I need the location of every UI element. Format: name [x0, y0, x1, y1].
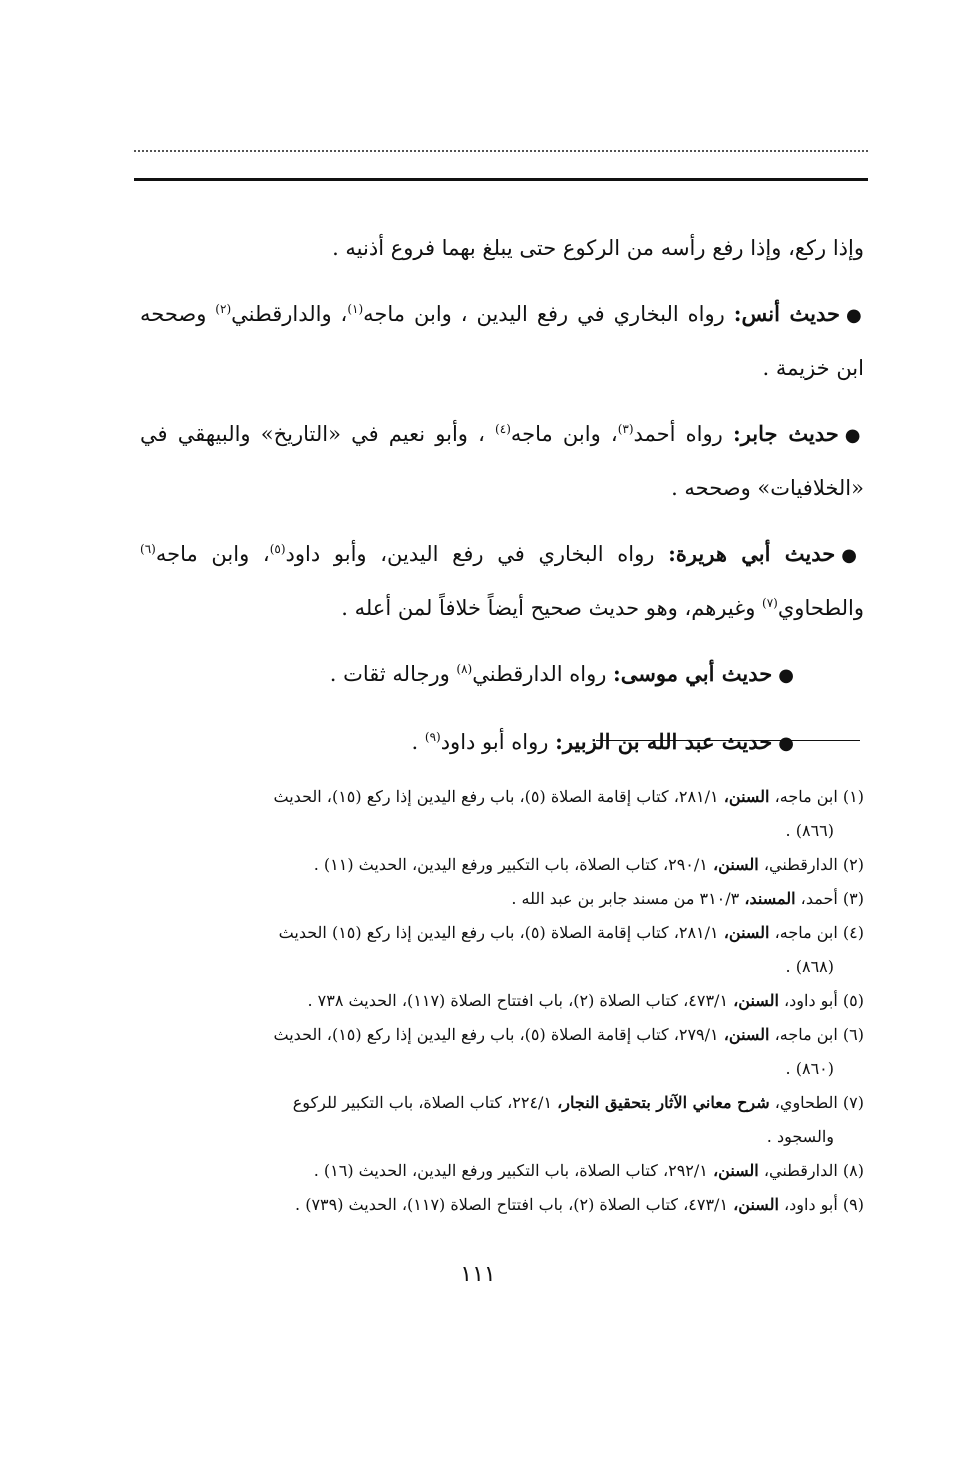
main-text — [140, 222, 864, 770]
footnote-5: (٥) أبو داود، السنن، ٤٧٣/١، كتاب الصلاة (٢)، باب افتتاح الصلاة (١١٧)، الحديث ٧٣٨ . — [307, 991, 864, 1010]
hadith-term: حديث أنس: — [733, 301, 840, 326]
bullet-icon: ● — [841, 545, 864, 566]
footnote-6: (٦) ابن ماجه، السنن، ٢٧٩/١، كتاب إقامة الصلاة (٥)، باب رفع اليدين إذا ركع (١٥)، الحديث (٨٦٠) . — [273, 1025, 864, 1078]
hadith-abu-musa-paragraph: ●حديث أبي موسى: رواه الدارقطني$^{(٨)}$ ورجاله ثقات . — [329, 661, 794, 686]
hadith-jabir-paragraph: ●حديث جابر: رواه أحمد$^{(٣)}$، وابن ماجه$^{(٤)}$ ، وأبو نعيم في «التاريخ» والبيهقي في «الخلافيات» وصححه . — [140, 421, 864, 500]
hadith-ibn-zubayr-paragraph: ●حديث عبد الله بن الزبير: رواه أبو داود$^{(٩)}$ . — [411, 729, 794, 754]
footnote-ref[interactable]: (١) — [347, 302, 364, 316]
footnote-ref[interactable]: (٦) — [140, 542, 156, 556]
footnote-ref[interactable]: (٩) — [424, 730, 441, 744]
footnote-ref[interactable]: (٧) — [762, 596, 778, 610]
intro-paragraph: وإذا ركع، وإذا رفع رأسه من الركوع حتى يبلغ بهما فروع أذنيه . — [332, 236, 864, 260]
hadith-abu-hurayra-paragraph: ●حديث أبي هريرة: رواه البخاري في رفع اليدين، وأبو داود$^{(٥)}$، وابن ماجه$^{(٦)}$ والطحاوي$^{(٧)}$ وغيرهم، وهو حديث صحيح أيضاً خلافاً لمن أعله . — [140, 541, 864, 620]
hadith-term: حديث أبي هريرة: — [668, 541, 836, 566]
footnote-ref[interactable]: (٥) — [269, 542, 286, 556]
bullet-icon: ● — [778, 665, 794, 686]
footnote-ref[interactable]: (٣) — [617, 422, 634, 436]
footnote-4: (٤) ابن ماجه، السنن، ٢٨١/١، كتاب إقامة الصلاة (٥)، باب رفع اليدين إذا ركع (١٥) الحديث (٨٦٨) . — [278, 923, 864, 976]
footnote-9: (٩) أبو داود، السنن، ٤٧٣/١، كتاب الصلاة (٢)، باب افتتاح الصلاة (١١٧)، الحديث (٧٣٩) . — [295, 1195, 864, 1214]
hadith-anas-paragraph: ●حديث أنس: رواه البخاري في رفع اليدين ، وابن ماجه$^{(١)}$، والدارقطني$^{(٢)}$ وصححه ابن خزيمة . — [140, 301, 864, 380]
footnote-ref[interactable]: (٤) — [495, 422, 511, 436]
footnote-7: (٧) الطحاوي، شرح معاني الآثار بتحقيق النجار، ٢٢٤/١، كتاب الصلاة، باب التكبير للركوع والسجود . — [292, 1093, 864, 1146]
hadith-term: حديث عبد الله بن الزبير: — [555, 729, 773, 754]
hadith-term: حديث جابر: — [732, 421, 839, 446]
footnote-2: (٢) الدارقطني، السنن، ٢٩٠/١، كتاب الصلاة، باب التكبير ورفع اليدين، الحديث (١١) . — [313, 855, 864, 874]
footnote-8: (٨) الدارقطني، السنن، ٢٩٢/١، كتاب الصلاة، باب التكبير ورفع اليدين، الحديث (١٦) . — [313, 1161, 864, 1180]
footnote-ref[interactable]: (٨) — [456, 662, 473, 676]
footnotes — [140, 780, 864, 1222]
bullet-icon: ● — [846, 305, 864, 326]
footnote-3: (٣) أحمد، المسند، ٣١٠/٣ من مسند جابر بن عبد الله . — [511, 889, 864, 908]
footnote-ref[interactable]: (٢) — [215, 302, 232, 316]
bullet-icon: ● — [778, 733, 794, 754]
header-dotted-rule — [134, 150, 868, 152]
footnote-1: (١) ابن ماجه، السنن، ٢٨١/١، كتاب إقامة الصلاة (٥)، باب رفع اليدين إذا ركع (١٥)، الحديث (٨٦٦) . — [273, 787, 864, 840]
bullet-icon: ● — [844, 425, 864, 446]
footnote-separator — [596, 740, 860, 741]
page-number: ١١١ — [460, 1262, 496, 1287]
header-solid-rule — [134, 178, 868, 181]
hadith-term: حديث أبي موسى: — [613, 661, 773, 686]
